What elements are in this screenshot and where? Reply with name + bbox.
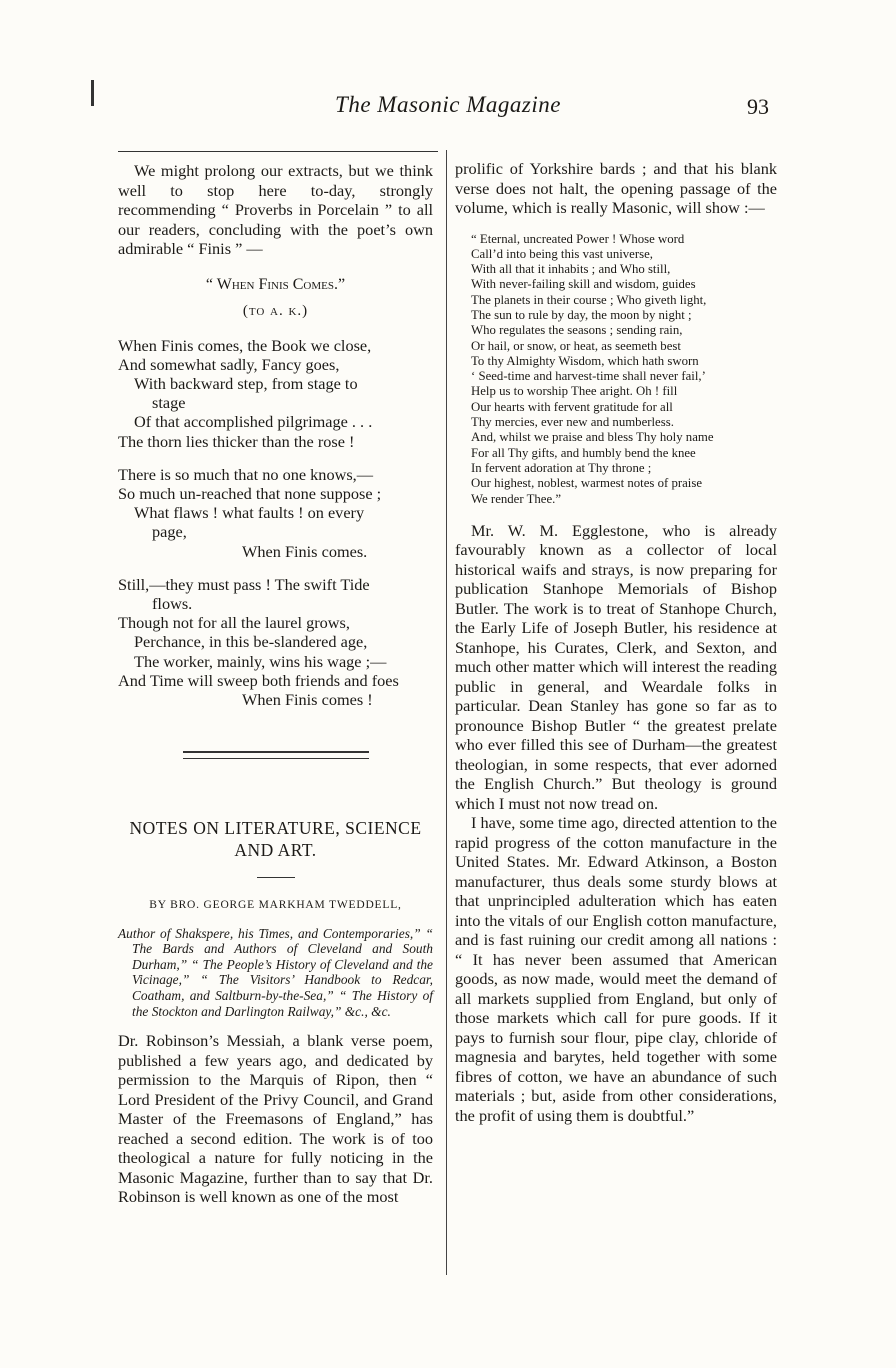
poem-line: Perchance, in this be-slandered age, — [134, 632, 368, 652]
quote-line: In fervent adoration at Thy throne ; — [471, 460, 652, 475]
poem-line: When Finis comes, the Book we close, — [118, 335, 372, 355]
quote-line: And, whilst we praise and bless Thy holy name — [471, 430, 714, 445]
poem-line-cont: stage — [152, 393, 186, 413]
quote-line: Our highest, noblest, warmest notes of praise — [471, 476, 703, 491]
quote-line: With never-failing skill and wisdom, guides — [471, 277, 696, 292]
section-title — [118, 817, 433, 861]
poem-refrain: When Finis comes. — [242, 541, 368, 561]
poem-line: The worker, mainly, wins his wage ;— — [134, 651, 387, 671]
poem-stanza-2 — [118, 465, 433, 561]
poem-title: “ When Finis Comes.” — [205, 275, 346, 293]
left-column — [118, 161, 433, 1207]
poem-line-cont: page, — [152, 522, 187, 542]
section-divider — [183, 751, 369, 759]
quote-line: The planets in their course ; Who giveth light, — [471, 292, 707, 307]
poem-line: So much un-reached that none suppose ; — [118, 483, 382, 503]
poem-line-cont: flows. — [152, 593, 193, 613]
quote-line: Who regulates the seasons ; sending rain, — [471, 323, 683, 338]
right-column — [455, 159, 777, 1125]
quote-line: Call’d into being this vast universe, — [471, 246, 653, 261]
quote-line: Thy mercies, ever new and numberless. — [471, 415, 674, 430]
short-divider — [257, 877, 295, 878]
author-credits: Author of Shakspere, his Times, and Contemporaries,” “ The Bards and Authors of Cleveland and South Durham,” “ The People’s History of Cleveland and the Vicinage,” “ The Visitors’ Handbook to Redcar, Coatham, and Saltburn-by-the-Sea,” “ The History of the Stockton and Darlington Railway,” &c., &c. — [118, 925, 433, 1019]
poem-line: With backward step, from stage to — [134, 373, 358, 393]
poem-line: And Time will sweep both friends and foes — [118, 670, 399, 690]
egglestone-paragraph: Mr. W. M. Egglestone, who is already favourably known as a collector of local historical waifs and strays, is now preparing for publication Stanhope Memorials of Bishop Butler. The work is to treat of Stanhope Church, the Early Life of Joseph Butler, his residence at Stanhope, his Curates, Clerk, and Sexton, and much other matter which will interest the reading public in general, and Weardale folks in particular. Dean Stanley has gone so far as to pronounce Bishop Butler “ the greatest prelate who ever filled this see of Durham—the greatest theologian, in some respects, that ever adorned the English Church.” But theology is ground which I must not now tread on. — [455, 520, 777, 813]
quote-line: The sun to rule by day, the moon by night ; — [471, 307, 692, 322]
poem-line: Still,—they must pass ! The swift Tide — [118, 574, 370, 594]
quote-line: ‘ Seed-time and harvest-time shall never fail,’ — [471, 369, 706, 384]
poem-stanza-3 — [118, 575, 433, 709]
poem-line: And somewhat sadly, Fancy goes, — [118, 354, 340, 374]
poem-stanza-1 — [118, 336, 433, 451]
quote-line: To thy Almighty Wisdom, which hath sworn — [471, 353, 699, 368]
quote-line: Or hail, or snow, or heat, as seemeth best — [471, 338, 681, 353]
quote-line: Help us to worship Thee aright. Oh ! fill — [471, 384, 678, 399]
column-divider — [446, 150, 447, 1275]
quote-line: Our hearts with fervent gratitude for all — [471, 399, 673, 414]
header-rule — [118, 151, 438, 152]
poem-dedication: (to a. k.) — [242, 303, 309, 319]
poem-line: The thorn lies thicker than the rose ! — [118, 431, 355, 451]
quote-line: With all that it inhabits ; and Who still, — [471, 262, 671, 277]
page-number: 93 — [747, 94, 769, 119]
poem-line: Of that accomplished pilgrimage . . . — [134, 412, 373, 432]
section-title-line-1: NOTES ON LITERATURE, SCIENCE — [129, 818, 422, 839]
running-head-title: The Masonic Magazine — [335, 92, 561, 117]
byline: BY BRO. GEORGE MARKHAM TWEDDELL, — [149, 899, 402, 912]
verse-quotation — [455, 232, 777, 507]
continued-paragraph: prolific of Yorkshire bards ; and that his blank verse does not halt, the opening passage of the volume, which is really Masonic, will show :— — [455, 159, 777, 217]
poem-line: What flaws ! what faults ! on every — [134, 503, 365, 523]
intro-paragraph: We might prolong our extracts, but we think well to stop here to-day, strongly recommending “ Proverbs in Porcelain ” to all our readers, concluding with the poet’s own admirable “ Finis ” — — [118, 161, 433, 258]
poem-refrain: When Finis comes ! — [242, 689, 373, 709]
quote-line: For all Thy gifts, and humbly bend the knee — [471, 445, 696, 460]
cotton-paragraph: I have, some time ago, directed attention to the rapid progress of the cotton manufacture in the United States. Mr. Edward Atkinson, a Boston manufacturer, thus deals some sturdy blows at that unprincipled adulteration which has eaten into the vitals of our English cotton manufacture, and is fast ruining our credit among all nations : “ It has never been assumed that American goods, as now made, would meet the demand of all markets supplied from England, but only of those markets which call for pure goods. If it pays to furnish sour flour, pipe clay, chloride of magnesia and barytes, held together with some fibres of cotton, we have an abundance of such materials ; but, aside from other considerations, the profit of using them is doubtful.” — [455, 813, 777, 1125]
quote-line: “ Eternal, uncreated Power ! Whose word — [471, 231, 685, 246]
poem-line: Though not for all the laurel grows, — [118, 613, 350, 633]
poem-line: There is so much that no one knows,— — [118, 464, 374, 484]
robinson-paragraph: Dr. Robinson’s Messiah, a blank verse poem, published a few years ago, and dedicated by permission to the Marquis of Ripon, then “ Lord President of the Privy Council, and Grand Master of the Freemasons of England,” has reached a second edition. The work is of too theological a nature for fully noticing in the Masonic Magazine, further than to say that Dr. Robinson is well known as one of the most — [118, 1031, 433, 1207]
quote-line: We render Thee.” — [471, 491, 562, 506]
section-title-line-2: AND ART. — [234, 840, 317, 861]
